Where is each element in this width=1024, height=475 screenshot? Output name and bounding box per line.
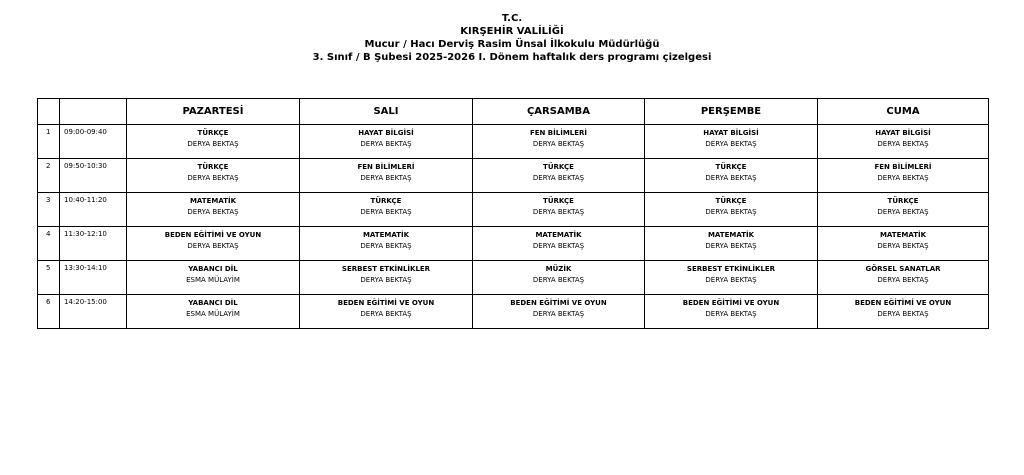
lesson-cell — [645, 159, 818, 193]
lesson-subject: TÜRKÇE — [197, 129, 229, 137]
lesson-subject: FEN BİLİMLERİ — [357, 163, 415, 171]
lesson-teacher: DERYA BEKTAŞ — [187, 242, 239, 250]
lesson-cell — [645, 295, 818, 329]
table-row — [38, 125, 989, 159]
lesson-subject: BEDEN EĞİTİMİ VE OYUN — [164, 231, 262, 239]
lesson-cell — [473, 159, 645, 193]
lesson-cell — [645, 193, 818, 227]
lesson-subject: GÖRSEL SANATLAR — [865, 265, 941, 273]
lesson-teacher: DERYA BEKTAŞ — [360, 174, 412, 182]
header-time-cell — [60, 99, 127, 125]
lesson-cell — [300, 227, 473, 261]
lesson-teacher: DERYA BEKTAŞ — [187, 140, 239, 148]
lesson-cell — [127, 125, 300, 159]
lesson-teacher: DERYA BEKTAŞ — [705, 276, 757, 284]
header-line-1: T.C. — [501, 13, 523, 24]
lesson-teacher: DERYA BEKTAŞ — [877, 208, 929, 216]
day-header-monday: PAZARTESİ — [127, 99, 300, 125]
lesson-subject: MATEMATİK — [707, 231, 755, 239]
lesson-cell — [300, 295, 473, 329]
lesson-teacher: DERYA BEKTAŞ — [705, 174, 757, 182]
lesson-teacher: DERYA BEKTAŞ — [705, 140, 757, 148]
period-time: 11:30-12:10 — [60, 227, 127, 261]
lesson-cell — [473, 295, 645, 329]
table-row — [38, 261, 989, 295]
period-time: 14:20-15:00 — [60, 295, 127, 329]
lesson-teacher: DERYA BEKTAŞ — [877, 310, 929, 318]
lesson-cell — [127, 159, 300, 193]
lesson-subject: YABANCI DİL — [188, 265, 238, 273]
header-line-2: KIRŞEHİR VALİLİĞİ — [460, 26, 564, 37]
lesson-cell — [127, 295, 300, 329]
lesson-teacher: DERYA BEKTAŞ — [532, 140, 585, 148]
lesson-teacher: DERYA BEKTAŞ — [877, 174, 929, 182]
lesson-subject: TÜRKÇE — [370, 197, 402, 205]
lesson-cell — [473, 193, 645, 227]
lesson-teacher: DERYA BEKTAŞ — [532, 242, 585, 250]
lesson-teacher: DERYA BEKTAŞ — [360, 208, 412, 216]
lesson-teacher: ESMA MÜLAYİM — [186, 276, 240, 284]
lesson-cell — [473, 125, 645, 159]
period-time: 13:30-14:10 — [60, 261, 127, 295]
period-number: 4 — [38, 227, 60, 261]
lesson-cell — [818, 227, 989, 261]
lesson-cell — [818, 159, 989, 193]
lesson-teacher: DERYA BEKTAŞ — [360, 276, 412, 284]
lesson-cell — [645, 227, 818, 261]
lesson-teacher: DERYA BEKTAŞ — [705, 242, 757, 250]
lesson-subject: BEDEN EĞİTİMİ VE OYUN — [854, 299, 952, 307]
lesson-cell — [645, 261, 818, 295]
table-row — [38, 159, 989, 193]
lesson-subject: BEDEN EĞİTİMİ VE OYUN — [510, 299, 607, 307]
lesson-cell — [127, 227, 300, 261]
table-header-row — [38, 99, 989, 125]
lesson-cell — [473, 261, 645, 295]
header-line-4: 3. Sınıf / B Şubesi 2025-2026 I. Dönem haftalık ders programı çizelgesi — [312, 52, 712, 63]
lesson-teacher: DERYA BEKTAŞ — [360, 310, 412, 318]
lesson-subject: HAYAT BİLGİSİ — [875, 129, 931, 137]
table-row — [38, 295, 989, 329]
lesson-cell — [645, 125, 818, 159]
lesson-subject: TÜRKÇE — [197, 163, 229, 171]
lesson-cell — [818, 193, 989, 227]
lesson-subject: MATEMATİK — [879, 231, 927, 239]
lesson-subject: FEN BİLİMLERİ — [874, 163, 932, 171]
lesson-cell — [818, 125, 989, 159]
lesson-subject: TÜRKÇE — [543, 163, 574, 171]
lesson-teacher: ESMA MÜLAYİM — [186, 310, 240, 318]
lesson-teacher: DERYA BEKTAŞ — [532, 208, 585, 216]
period-number: 2 — [38, 159, 60, 193]
lesson-cell — [300, 261, 473, 295]
period-number: 6 — [38, 295, 60, 329]
lesson-subject: TÜRKÇE — [543, 197, 574, 205]
lesson-cell — [300, 125, 473, 159]
lesson-subject: MATEMATİK — [535, 231, 582, 239]
lesson-teacher: DERYA BEKTAŞ — [532, 276, 585, 284]
table-row — [38, 193, 989, 227]
lesson-teacher: DERYA BEKTAŞ — [532, 174, 585, 182]
period-time: 10:40-11:20 — [60, 193, 127, 227]
lesson-cell — [300, 159, 473, 193]
lesson-teacher: DERYA BEKTAŞ — [705, 310, 757, 318]
lesson-cell — [818, 261, 989, 295]
lesson-teacher: DERYA BEKTAŞ — [877, 140, 929, 148]
lesson-subject: TÜRKÇE — [887, 197, 919, 205]
lesson-subject: FEN BİLİMLERİ — [529, 129, 588, 137]
document-header — [0, 12, 1024, 64]
period-number: 1 — [38, 125, 60, 159]
period-number: 5 — [38, 261, 60, 295]
lesson-subject: MATEMATİK — [362, 231, 410, 239]
lesson-teacher: DERYA BEKTAŞ — [187, 174, 239, 182]
table-row — [38, 227, 989, 261]
lesson-cell — [300, 193, 473, 227]
day-header-friday: CUMA — [818, 99, 989, 125]
lesson-subject: BEDEN EĞİTİMİ VE OYUN — [682, 299, 780, 307]
lesson-subject: SERBEST ETKİNLİKLER — [686, 265, 776, 273]
lesson-subject: TÜRKÇE — [715, 163, 747, 171]
lesson-subject: MÜZİK — [545, 265, 572, 273]
schedule-table — [37, 98, 989, 329]
lesson-subject: TÜRKÇE — [715, 197, 747, 205]
lesson-teacher: DERYA BEKTAŞ — [360, 140, 412, 148]
day-header-tuesday: SALI — [300, 99, 473, 125]
lesson-teacher: DERYA BEKTAŞ — [187, 208, 239, 216]
day-header-thursday: PERŞEMBE — [645, 99, 818, 125]
lesson-teacher: DERYA BEKTAŞ — [877, 242, 929, 250]
period-number: 3 — [38, 193, 60, 227]
lesson-teacher: DERYA BEKTAŞ — [705, 208, 757, 216]
day-header-wednesday: ÇARSAMBA — [473, 99, 645, 125]
header-num-cell — [38, 99, 60, 125]
lesson-cell — [127, 193, 300, 227]
lesson-teacher: DERYA BEKTAŞ — [360, 242, 412, 250]
lesson-cell — [473, 227, 645, 261]
lesson-subject: HAYAT BİLGİSİ — [703, 129, 759, 137]
lesson-teacher: DERYA BEKTAŞ — [532, 310, 585, 318]
period-time: 09:50-10:30 — [60, 159, 127, 193]
lesson-subject: MATEMATİK — [189, 197, 237, 205]
period-time: 09:00-09:40 — [60, 125, 127, 159]
lesson-cell — [818, 295, 989, 329]
lesson-subject: SERBEST ETKİNLİKLER — [341, 265, 431, 273]
lesson-teacher: DERYA BEKTAŞ — [877, 276, 929, 284]
header-line-3: Mucur / Hacı Derviş Rasim Ünsal İlkokulu Müdürlüğü — [364, 39, 660, 50]
lesson-subject: BEDEN EĞİTİMİ VE OYUN — [337, 299, 435, 307]
lesson-subject: YABANCI DİL — [188, 299, 238, 307]
lesson-subject: HAYAT BİLGİSİ — [358, 129, 414, 137]
lesson-cell — [127, 261, 300, 295]
